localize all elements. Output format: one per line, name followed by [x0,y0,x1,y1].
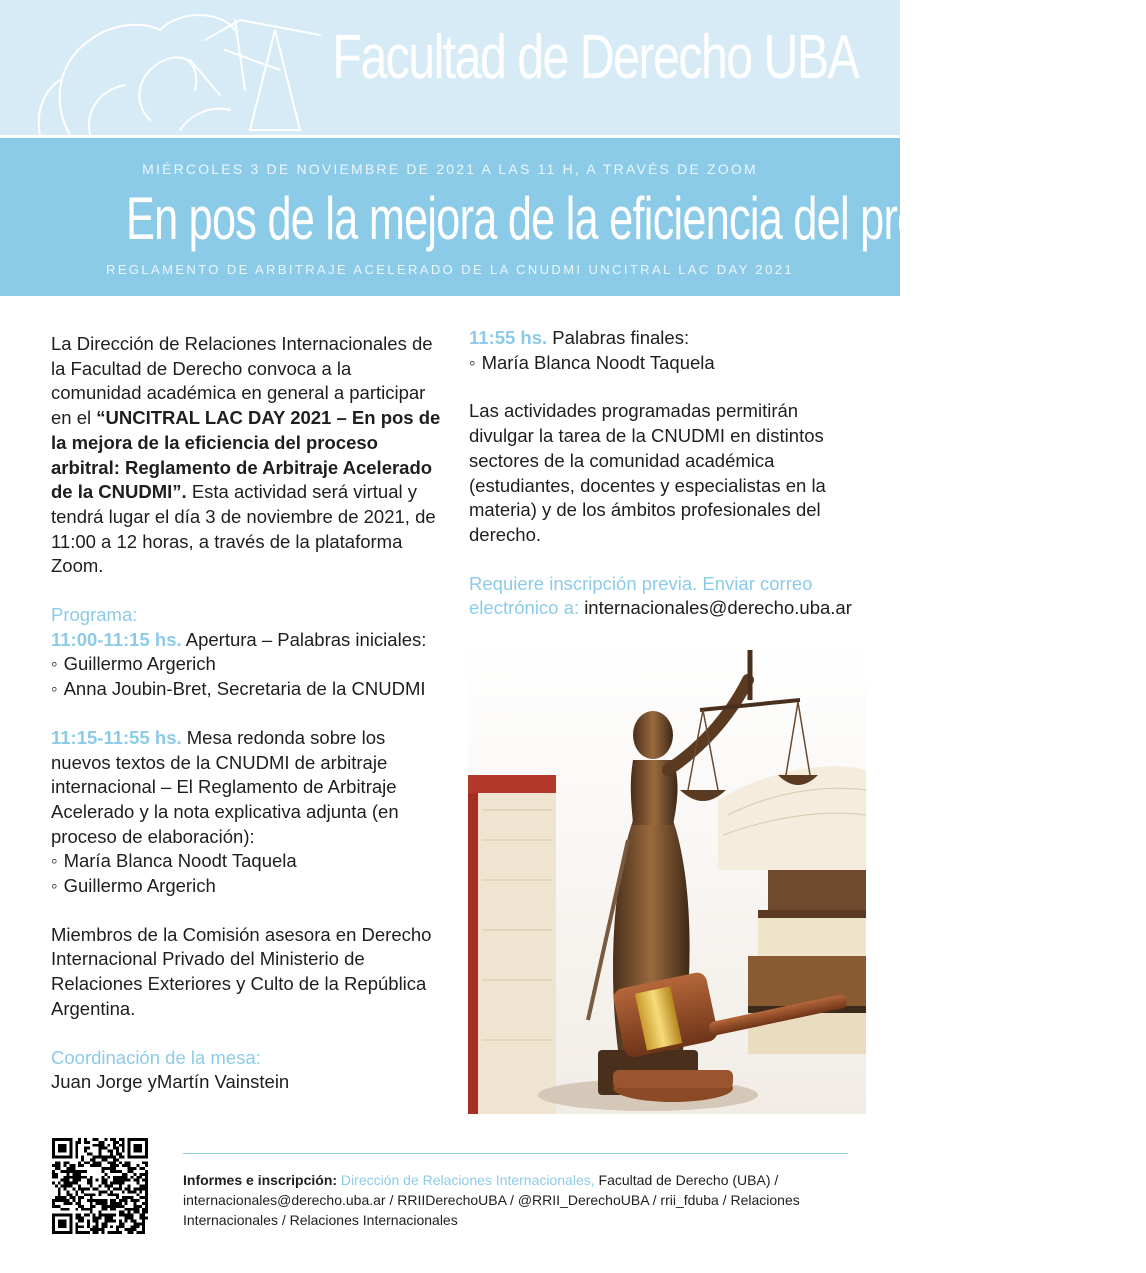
program-block-1: 11:00-11:15 hs. Apertura – Palabras iniciales: [51,628,427,650]
hero-band [0,138,1146,296]
speaker-item: ◦ Guillermo Argerich [51,874,441,899]
left-column [51,332,441,1095]
justice-statue-image [468,640,866,1114]
members-paragraph: Miembros de la Comisión asesora en Derecho Internacional Privado del Ministerio de Relaciones Exteriores y Culto de la República Argentina. [51,923,432,1019]
coordination-names: Juan Jorge yMartín Vainstein [51,1071,290,1093]
intro-paragraph: La Dirección de Relaciones Internacionales de la Facultad de Derecho convoca a la comunidad académica en general a participar en el “UNCITRAL LAC DAY 2021 – En pos de la mejora de la eficiencia del proceso arbitral: Reglamento de Arbitraje Acelerado de la CNUDMI”. Esta actividad será virtual y tendrá lugar el día 3 de noviembre de 2021, de 11:00 a 12 horas, a través de la plataforma Zoom. [51,333,441,577]
activities-paragraph: Las actividades programadas permitirán divulgar la tarea de la CNUDMI en distintos sectores de la comunidad académica (estudiantes, docentes y especialistas en la materia) y de los ámbitos profesionales del derecho. [469,400,826,545]
speaker-item: ◦ María Blanca Noodt Taquela [469,351,864,376]
footer-divider [183,1153,848,1154]
header-band [0,0,900,135]
qr-code[interactable] [52,1138,148,1234]
speaker-item: ◦ Guillermo Argerich [51,652,441,677]
footer-contact: Informes e inscripción: Dirección de Relaciones Internacionales, Facultad de Derecho (UBA) / internacionales@derecho.uba.ar / RRIIDerechoUBA / @RRII_DerechoUBA / rrii_fduba / Relaciones Internacionales / Relaciones Internacionales [183,1172,800,1228]
right-column [469,326,864,621]
event-date: MIÉRCOLES 3 DE NOVIEMBRE DE 2021 A LAS 11 H, A TRAVÉS DE ZOOM [142,161,758,177]
event-subtitle: REGLAMENTO DE ARBITRAJE ACELERADO DE LA CNUDMI UNCITRAL LAC DAY 2021 [106,262,794,277]
registration-email[interactable]: internacionales@derecho.uba.ar [584,597,852,619]
program-heading: Programa: [51,604,138,626]
speaker-item: ◦ Anna Joubin-Bret, Secretaria de la CNUDMI [51,677,441,702]
program-block-2: 11:15-11:55 hs. Mesa redonda sobre los nuevos textos de la CNUDMI de arbitraje internacional – El Reglamento de Arbitraje Acelerado y la nota explicativa adjunta (en proceso de elaboración): [51,726,399,847]
program-block-3: 11:55 hs. Palabras finales: [469,327,690,348]
justice-line-art [30,0,360,135]
registration-paragraph: Requiere inscripción previa. Enviar correo electrónico a: internacionales@derecho.uba.ar [469,572,852,619]
event-title: En pos de la mejora de la eficiencia del proceso arbitral [126,185,1146,252]
speaker-item: ◦ María Blanca Noodt Taquela [51,849,441,874]
coordination-heading: Coordinación de la mesa: [51,1046,261,1068]
faculty-title: Facultad de Derecho UBA [332,23,858,92]
